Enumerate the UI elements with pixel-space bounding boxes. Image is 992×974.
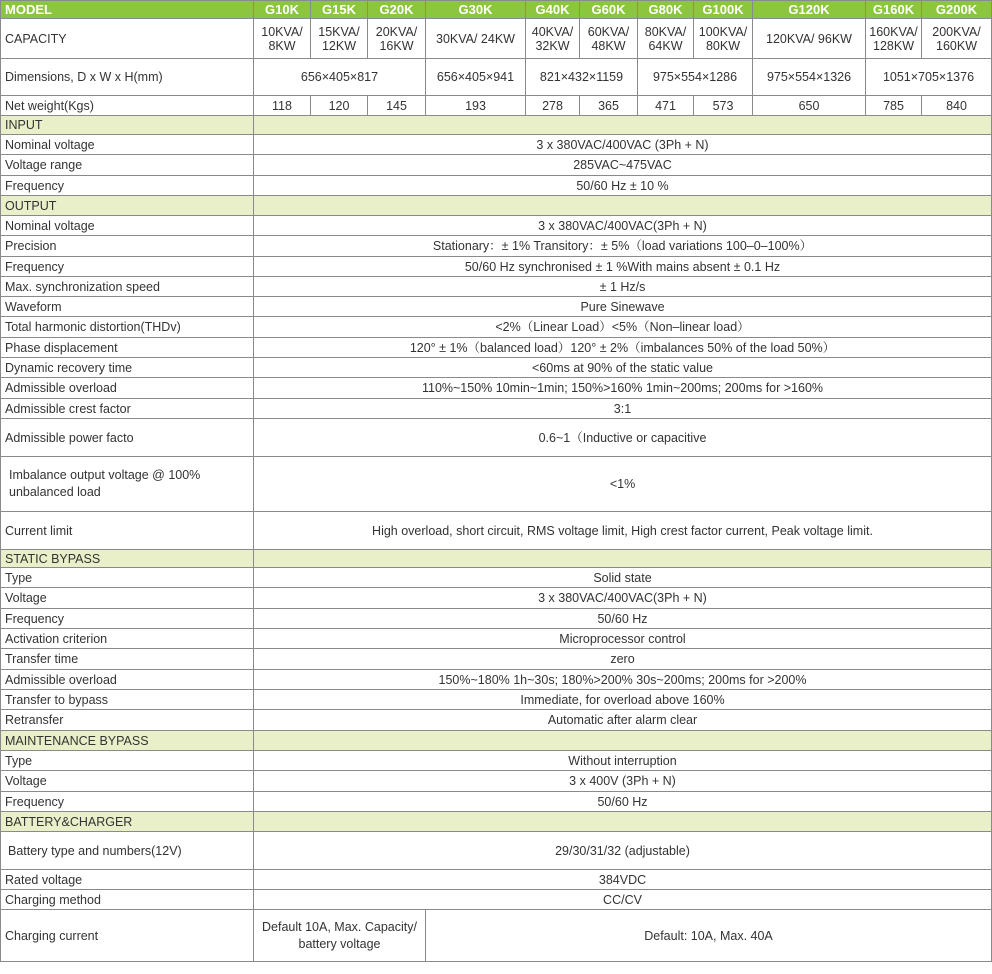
spec-row: [1, 890, 992, 910]
spec-row: [1, 792, 992, 812]
dimensions-cell: 975×554×1286: [638, 59, 753, 96]
spec-label: Transfer time: [1, 649, 254, 670]
spec-label: Rated voltage: [1, 870, 254, 890]
spec-label: Nominal voltage: [1, 216, 254, 236]
dimensions-row: [1, 59, 992, 96]
spec-value: <2%（Linear Load）<5%（Non–linear load）: [254, 317, 992, 338]
spec-value: <60ms at 90% of the static value: [254, 358, 992, 378]
section-static-bypass: [1, 550, 992, 568]
spec-label: Transfer to bypass: [1, 690, 254, 710]
capacity-cell: 30KVA/ 24KW: [426, 19, 526, 59]
capacity-cell: 60KVA/ 48KW: [580, 19, 638, 59]
section-title: INPUT: [1, 116, 254, 135]
spec-row: [1, 870, 992, 890]
spec-row: [1, 832, 992, 870]
spec-row: [1, 297, 992, 317]
weight-cell: 840: [922, 96, 992, 116]
spec-value: Stationary：± 1% Transitory：± 5%（load variations 100–0–100%）: [254, 236, 992, 257]
spec-row: [1, 670, 992, 690]
spec-row: [1, 216, 992, 236]
model-header-row: [1, 1, 992, 19]
capacity-label: CAPACITY: [1, 19, 254, 59]
spec-value: Default: 10A, Max. 40A: [426, 910, 992, 962]
spec-value: 50/60 Hz: [254, 609, 992, 629]
weight-cell: 573: [694, 96, 753, 116]
spec-row: [1, 568, 992, 588]
spec-row: [1, 457, 992, 512]
capacity-cell: 120KVA/ 96KW: [753, 19, 866, 59]
section-output: [1, 196, 992, 216]
spec-label: Admissible power facto: [1, 419, 254, 457]
spec-label: Admissible overload: [1, 378, 254, 399]
section-maintenance-bypass: [1, 731, 992, 751]
spec-label: Frequency: [1, 257, 254, 277]
weight-cell: 471: [638, 96, 694, 116]
model-g60k: G60K: [580, 1, 638, 19]
spec-row: [1, 771, 992, 792]
weight-label: Net weight(Kgs): [1, 96, 254, 116]
weight-cell: 145: [368, 96, 426, 116]
spec-value: Without interruption: [254, 751, 992, 771]
spec-value: 50/60 Hz: [254, 792, 992, 812]
capacity-cell: 100KVA/ 80KW: [694, 19, 753, 59]
capacity-cell: 80KVA/ 64KW: [638, 19, 694, 59]
section-title: BATTERY&CHARGER: [1, 812, 254, 832]
weight-row: [1, 96, 992, 116]
spec-label: Admissible crest factor: [1, 399, 254, 419]
spec-label: Voltage: [1, 588, 254, 609]
dimensions-cell: 656×405×941: [426, 59, 526, 96]
dimensions-cell: 1051×705×1376: [866, 59, 992, 96]
spec-label: Retransfer: [1, 710, 254, 731]
spec-value: 3 x 380VAC/400VAC (3Ph + N): [254, 135, 992, 155]
spec-value: 3 x 380VAC/400VAC(3Ph + N): [254, 216, 992, 236]
spec-value: zero: [254, 649, 992, 670]
spec-row: [1, 155, 992, 176]
spec-row: [1, 910, 992, 962]
spec-row: [1, 378, 992, 399]
spec-row: [1, 135, 992, 155]
weight-cell: 120: [311, 96, 368, 116]
spec-label: Admissible overload: [1, 670, 254, 690]
spec-value: 285VAC~475VAC: [254, 155, 992, 176]
section-title: STATIC BYPASS: [1, 550, 254, 568]
spec-row: [1, 649, 992, 670]
model-g15k: G15K: [311, 1, 368, 19]
spec-label: Max. synchronization speed: [1, 277, 254, 297]
spec-value: 0.6~1（Inductive or capacitive: [254, 419, 992, 457]
spec-label: Type: [1, 568, 254, 588]
spec-row: [1, 710, 992, 731]
capacity-row: [1, 19, 992, 59]
spec-label: Dynamic recovery time: [1, 358, 254, 378]
dimensions-cell: 821×432×1159: [526, 59, 638, 96]
weight-cell: 365: [580, 96, 638, 116]
spec-value: 384VDC: [254, 870, 992, 890]
spec-label: Waveform: [1, 297, 254, 317]
spec-value: 3:1: [254, 399, 992, 419]
spec-row: [1, 419, 992, 457]
spec-row: [1, 176, 992, 196]
spec-value: 3 x 400V (3Ph + N): [254, 771, 992, 792]
dimensions-cell: 975×554×1326: [753, 59, 866, 96]
spec-value: <1%: [254, 457, 992, 512]
capacity-cell: 160KVA/ 128KW: [866, 19, 922, 59]
spec-label: Current limit: [1, 512, 254, 550]
spec-value: Microprocessor control: [254, 629, 992, 649]
section-input: [1, 116, 992, 135]
capacity-cell: 10KVA/ 8KW: [254, 19, 311, 59]
spec-value: ± 1 Hz/s: [254, 277, 992, 297]
spec-row: [1, 358, 992, 378]
weight-cell: 118: [254, 96, 311, 116]
spec-value: Immediate, for overload above 160%: [254, 690, 992, 710]
model-g200k: G200K: [922, 1, 992, 19]
spec-label: Charging current: [1, 910, 254, 962]
spec-row: [1, 588, 992, 609]
spec-value: 3 x 380VAC/400VAC(3Ph + N): [254, 588, 992, 609]
spec-label: Voltage: [1, 771, 254, 792]
spec-value: High overload, short circuit, RMS voltage limit, High crest factor current, Peak voltage limit.: [254, 512, 992, 550]
spec-label: Precision: [1, 236, 254, 257]
spec-label: Frequency: [1, 609, 254, 629]
model-g80k: G80K: [638, 1, 694, 19]
weight-cell: 193: [426, 96, 526, 116]
spec-value: 150%~180% 1h~30s; 180%>200% 30s~200ms; 200ms for >200%: [254, 670, 992, 690]
model-g10k: G10K: [254, 1, 311, 19]
model-label: MODEL: [1, 1, 254, 19]
spec-value: Solid state: [254, 568, 992, 588]
spec-row: [1, 690, 992, 710]
spec-value: 110%~150% 10min~1min; 150%>160% 1min~200ms; 200ms for >160%: [254, 378, 992, 399]
spec-label: Battery type and numbers(12V): [1, 832, 254, 870]
spec-row: [1, 257, 992, 277]
spec-label: Nominal voltage: [1, 135, 254, 155]
section-battery: [1, 812, 992, 832]
model-g30k: G30K: [426, 1, 526, 19]
spec-value: Pure Sinewave: [254, 297, 992, 317]
spec-label: Frequency: [1, 176, 254, 196]
section-title: OUTPUT: [1, 196, 254, 216]
spec-label: Frequency: [1, 792, 254, 812]
spec-label: Phase displacement: [1, 338, 254, 358]
model-g160k: G160K: [866, 1, 922, 19]
spec-label: Total harmonic distortion(THDv): [1, 317, 254, 338]
spec-label: Imbalance output voltage @ 100% unbalanced load: [1, 457, 254, 512]
weight-cell: 785: [866, 96, 922, 116]
model-g120k: G120K: [753, 1, 866, 19]
spec-label: Voltage range: [1, 155, 254, 176]
spec-row: [1, 317, 992, 338]
model-g20k: G20K: [368, 1, 426, 19]
weight-cell: 650: [753, 96, 866, 116]
dimensions-cell: 656×405×817: [254, 59, 426, 96]
section-title: MAINTENANCE BYPASS: [1, 731, 254, 751]
spec-value: 120° ± 1%（balanced load）120° ± 2%（imbalances 50% of the load 50%）: [254, 338, 992, 358]
spec-value: 50/60 Hz synchronised ± 1 %With mains absent ± 0.1 Hz: [254, 257, 992, 277]
spec-label: Type: [1, 751, 254, 771]
spec-value: Automatic after alarm clear: [254, 710, 992, 731]
spec-value: CC/CV: [254, 890, 992, 910]
capacity-cell: 20KVA/ 16KW: [368, 19, 426, 59]
spec-value: 50/60 Hz ± 10 %: [254, 176, 992, 196]
spec-label: Charging method: [1, 890, 254, 910]
spec-row: [1, 236, 992, 257]
spec-value: Default 10A, Max. Capacity/ battery voltage: [254, 910, 426, 962]
capacity-cell: 15KVA/ 12KW: [311, 19, 368, 59]
spec-row: [1, 629, 992, 649]
capacity-cell: 200KVA/ 160KW: [922, 19, 992, 59]
spec-row: [1, 399, 992, 419]
spec-row: [1, 512, 992, 550]
weight-cell: 278: [526, 96, 580, 116]
dimensions-label: Dimensions, D x W x H(mm): [1, 59, 254, 96]
model-g40k: G40K: [526, 1, 580, 19]
spec-row: [1, 609, 992, 629]
spec-row: [1, 338, 992, 358]
capacity-cell: 40KVA/ 32KW: [526, 19, 580, 59]
model-g100k: G100K: [694, 1, 753, 19]
spec-value: 29/30/31/32 (adjustable): [254, 832, 992, 870]
spec-row: [1, 277, 992, 297]
spec-row: [1, 751, 992, 771]
spec-label: Activation criterion: [1, 629, 254, 649]
